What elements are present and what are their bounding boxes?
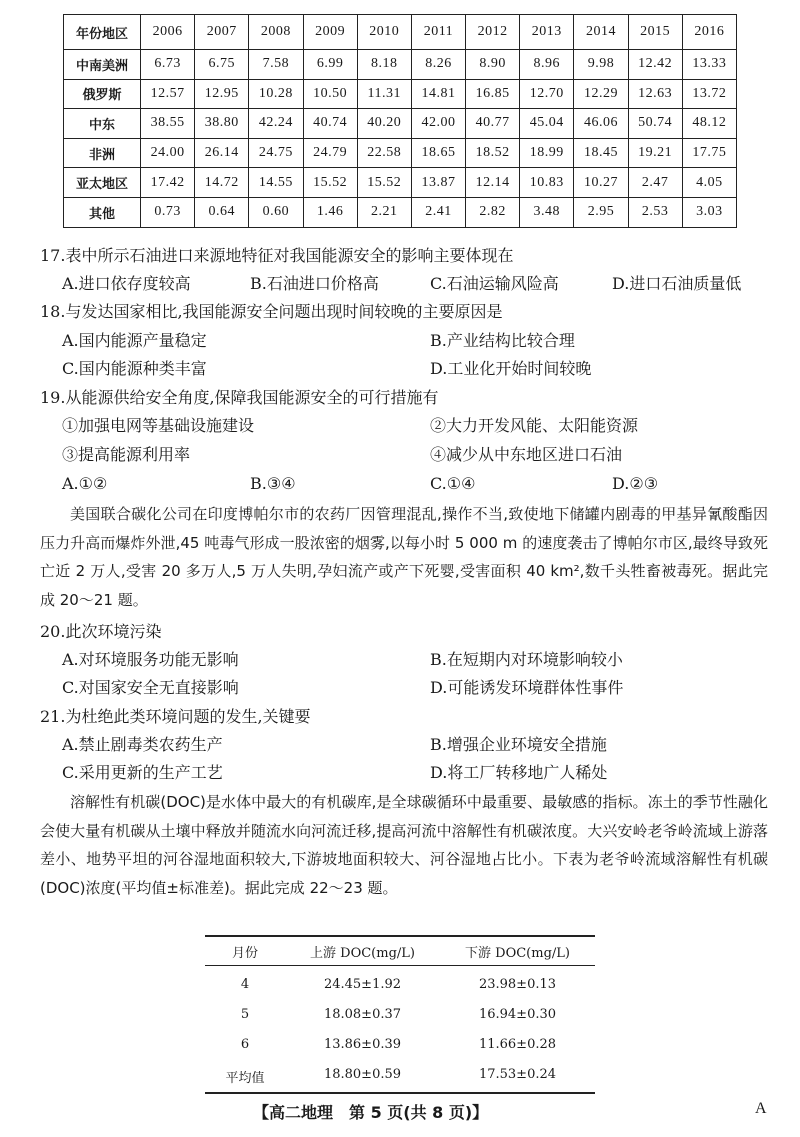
table-header-cell: 2016 — [682, 15, 736, 50]
question-18-stem: 18.与发达国家相比,我国能源安全问题出现时间较晚的主要原因是 — [40, 302, 503, 321]
value-cell: 8.90 — [466, 50, 520, 80]
value-cell: 18.45 — [574, 138, 628, 168]
value-cell: 2.53 — [628, 197, 682, 227]
value-cell: 13.33 — [682, 50, 736, 80]
value-cell: 2.95 — [574, 197, 628, 227]
question-21-stem: 21.为杜绝此类环境问题的发生,关键要 — [40, 707, 311, 726]
value-cell: 18.52 — [466, 138, 520, 168]
value-cell: 12.57 — [141, 79, 195, 109]
doc-cell-upstream: 18.08±0.37 — [323, 1007, 402, 1022]
doc-cell-month: 平均值 — [225, 1071, 265, 1086]
value-cell: 14.55 — [249, 168, 303, 198]
value-cell: 48.12 — [682, 109, 736, 139]
value-cell: 3.48 — [520, 197, 574, 227]
value-cell: 10.27 — [574, 168, 628, 198]
table-header-cell: 年份地区 — [64, 15, 141, 50]
q21-option-d: D.将工厂转移地广人稀处 — [430, 763, 608, 782]
passage-bhopal: 美国联合碳化公司在印度博帕尔市的农药厂因管理混乱,操作不当,致使地下储罐内剧毒的甲基异氰酸酯因压力升高而爆炸外泄,45 吨毒气形成一股浓密的烟雾,以每小时 5 000 m 的速度袭击了博帕尔市区,最终导致死亡近 2 万人,受害 20 多万人,5 万人失明,孕妇流产或产下死婴,受害面积 40 km²,数千头牲畜被毒死。据此完成 20～21 题。 — [40, 505, 768, 609]
table-top-rule — [205, 935, 595, 937]
table-header-cell: 2006 — [141, 15, 195, 50]
region-cell: 俄罗斯 — [64, 79, 141, 109]
doc-cell-downstream: 17.53±0.24 — [478, 1067, 557, 1082]
doc-cell-upstream: 18.80±0.59 — [323, 1067, 402, 1082]
table-header-cell: 2009 — [303, 15, 357, 50]
value-cell: 7.58 — [249, 50, 303, 80]
value-cell: 14.72 — [195, 168, 249, 198]
value-cell: 0.60 — [249, 197, 303, 227]
table-header-rule — [205, 965, 595, 966]
value-cell: 24.00 — [141, 138, 195, 168]
value-cell: 6.73 — [141, 50, 195, 80]
q21-option-b: B.增强企业环境安全措施 — [430, 735, 607, 754]
q19-option-b: B.③④ — [250, 474, 296, 493]
question-17-stem: 17.表中所示石油进口来源地特征对我国能源安全的影响主要体现在 — [40, 246, 514, 265]
value-cell: 46.06 — [574, 109, 628, 139]
region-cell: 亚太地区 — [64, 168, 141, 198]
value-cell: 18.65 — [411, 138, 465, 168]
value-cell: 0.64 — [195, 197, 249, 227]
value-cell: 42.24 — [249, 109, 303, 139]
value-cell: 13.72 — [682, 79, 736, 109]
q17-option-b: B.石油进口价格高 — [250, 274, 379, 293]
value-cell: 17.42 — [141, 168, 195, 198]
table-row — [64, 50, 737, 80]
q19-item-3: ③提高能源利用率 — [62, 445, 191, 464]
doc-cell-upstream: 24.45±1.92 — [323, 977, 402, 992]
doc-cell-month: 5 — [240, 1007, 250, 1022]
value-cell: 15.52 — [357, 168, 411, 198]
region-cell: 中南美洲 — [64, 50, 141, 80]
table-row — [64, 138, 737, 168]
table-row — [64, 109, 737, 139]
table-header-cell: 2015 — [628, 15, 682, 50]
table-header-cell: 2012 — [466, 15, 520, 50]
value-cell: 12.63 — [628, 79, 682, 109]
value-cell: 12.42 — [628, 50, 682, 80]
doc-header-month: 月份 — [231, 946, 258, 961]
value-cell: 15.52 — [303, 168, 357, 198]
region-cell: 其他 — [64, 197, 141, 227]
value-cell: 8.96 — [520, 50, 574, 80]
value-cell: 2.41 — [411, 197, 465, 227]
q18-option-d: D.工业化开始时间较晚 — [430, 359, 592, 378]
value-cell: 14.81 — [411, 79, 465, 109]
q19-item-4: ④减少从中东地区进口石油 — [430, 445, 623, 464]
value-cell: 2.47 — [628, 168, 682, 198]
table-header-cell: 2011 — [411, 15, 465, 50]
q20-option-b: B.在短期内对环境影响较小 — [430, 650, 623, 669]
value-cell: 8.18 — [357, 50, 411, 80]
doc-cell-upstream: 13.86±0.39 — [323, 1037, 402, 1052]
doc-cell-downstream: 16.94±0.30 — [478, 1007, 557, 1022]
value-cell: 16.85 — [466, 79, 520, 109]
table-header-row — [64, 15, 737, 50]
q17-option-d: D.进口石油质量低 — [612, 274, 742, 293]
doc-cell-month: 6 — [240, 1037, 250, 1052]
value-cell: 10.28 — [249, 79, 303, 109]
value-cell: 6.99 — [303, 50, 357, 80]
table-row — [64, 197, 737, 227]
table-header-cell: 2014 — [574, 15, 628, 50]
value-cell: 38.80 — [195, 109, 249, 139]
q20-option-a: A.对环境服务功能无影响 — [62, 650, 239, 669]
region-cell: 非洲 — [64, 138, 141, 168]
value-cell: 11.31 — [357, 79, 411, 109]
value-cell: 12.14 — [466, 168, 520, 198]
doc-cell-downstream: 23.98±0.13 — [478, 977, 557, 992]
value-cell: 10.83 — [520, 168, 574, 198]
value-cell: 8.26 — [411, 50, 465, 80]
table-header-cell: 2008 — [249, 15, 303, 50]
table-bottom-rule — [205, 1092, 595, 1094]
value-cell: 17.75 — [682, 138, 736, 168]
q19-option-c: C.①④ — [430, 474, 476, 493]
value-cell: 19.21 — [628, 138, 682, 168]
value-cell: 2.21 — [357, 197, 411, 227]
table-row — [64, 79, 737, 109]
value-cell: 38.55 — [141, 109, 195, 139]
doc-header-upstream: 上游 DOC(mg/L) — [310, 946, 415, 961]
value-cell: 40.74 — [303, 109, 357, 139]
value-cell: 1.46 — [303, 197, 357, 227]
doc-cell-downstream: 11.66±0.28 — [478, 1037, 557, 1052]
value-cell: 22.58 — [357, 138, 411, 168]
value-cell: 50.74 — [628, 109, 682, 139]
q17-option-a: A.进口依存度较高 — [62, 274, 191, 293]
value-cell: 26.14 — [195, 138, 249, 168]
q18-option-a: A.国内能源产量稳定 — [62, 331, 207, 350]
value-cell: 9.98 — [574, 50, 628, 80]
value-cell: 40.20 — [357, 109, 411, 139]
doc-cell-month: 4 — [240, 977, 250, 992]
question-20-stem: 20.此次环境污染 — [40, 622, 162, 641]
table-header-cell: 2010 — [357, 15, 411, 50]
value-cell: 4.05 — [682, 168, 736, 198]
q19-item-1: ①加强电网等基础设施建设 — [62, 416, 255, 435]
value-cell: 24.75 — [249, 138, 303, 168]
doc-header-downstream: 下游 DOC(mg/L) — [465, 946, 570, 961]
footer-version: A — [755, 1100, 767, 1117]
value-cell: 2.82 — [466, 197, 520, 227]
q19-option-d: D.②③ — [612, 474, 659, 493]
value-cell: 10.50 — [303, 79, 357, 109]
q21-option-c: C.采用更新的生产工艺 — [62, 763, 223, 782]
value-cell: 3.03 — [682, 197, 736, 227]
footer-title: 【高二地理 第 5 页(共 8 页)】 — [253, 1103, 489, 1122]
table-header-cell: 2007 — [195, 15, 249, 50]
region-cell: 中东 — [64, 109, 141, 139]
q21-option-a: A.禁止剧毒类农药生产 — [62, 735, 223, 754]
value-cell: 42.00 — [411, 109, 465, 139]
oil-import-table — [63, 14, 737, 228]
q18-option-b: B.产业结构比较合理 — [430, 331, 575, 350]
q20-option-d: D.可能诱发环境群体性事件 — [430, 678, 624, 697]
value-cell: 12.29 — [574, 79, 628, 109]
value-cell: 12.95 — [195, 79, 249, 109]
value-cell: 45.04 — [520, 109, 574, 139]
value-cell: 40.77 — [466, 109, 520, 139]
q19-item-2: ②大力开发风能、太阳能资源 — [430, 416, 639, 435]
value-cell: 13.87 — [411, 168, 465, 198]
question-19-stem: 19.从能源供给安全角度,保障我国能源安全的可行措施有 — [40, 388, 439, 407]
value-cell: 0.73 — [141, 197, 195, 227]
q18-option-c: C.国内能源种类丰富 — [62, 359, 207, 378]
value-cell: 6.75 — [195, 50, 249, 80]
q17-option-c: C.石油运输风险高 — [430, 274, 559, 293]
q20-option-c: C.对国家安全无直接影响 — [62, 678, 239, 697]
table-header-cell: 2013 — [520, 15, 574, 50]
value-cell: 12.70 — [520, 79, 574, 109]
value-cell: 24.79 — [303, 138, 357, 168]
table-row — [64, 168, 737, 198]
q19-option-a: A.①② — [62, 474, 108, 493]
value-cell: 18.99 — [520, 138, 574, 168]
passage-doc: 溶解性有机碳(DOC)是水体中最大的有机碳库,是全球碳循环中最重要、最敏感的指标。冻土的季节性融化会使大量有机碳从土壤中释放并随流水向河流迁移,提高河流中溶解性有机碳浓度。大兴安岭老爷岭流域上游落差小、地势平坦的河谷湿地面积较大,下游坡地面积较大、河谷湿地占比小。下表为老爷岭流域溶解性有机碳(DOC)浓度(平均值±标准差)。据此完成 22～23 题。 — [40, 793, 768, 897]
